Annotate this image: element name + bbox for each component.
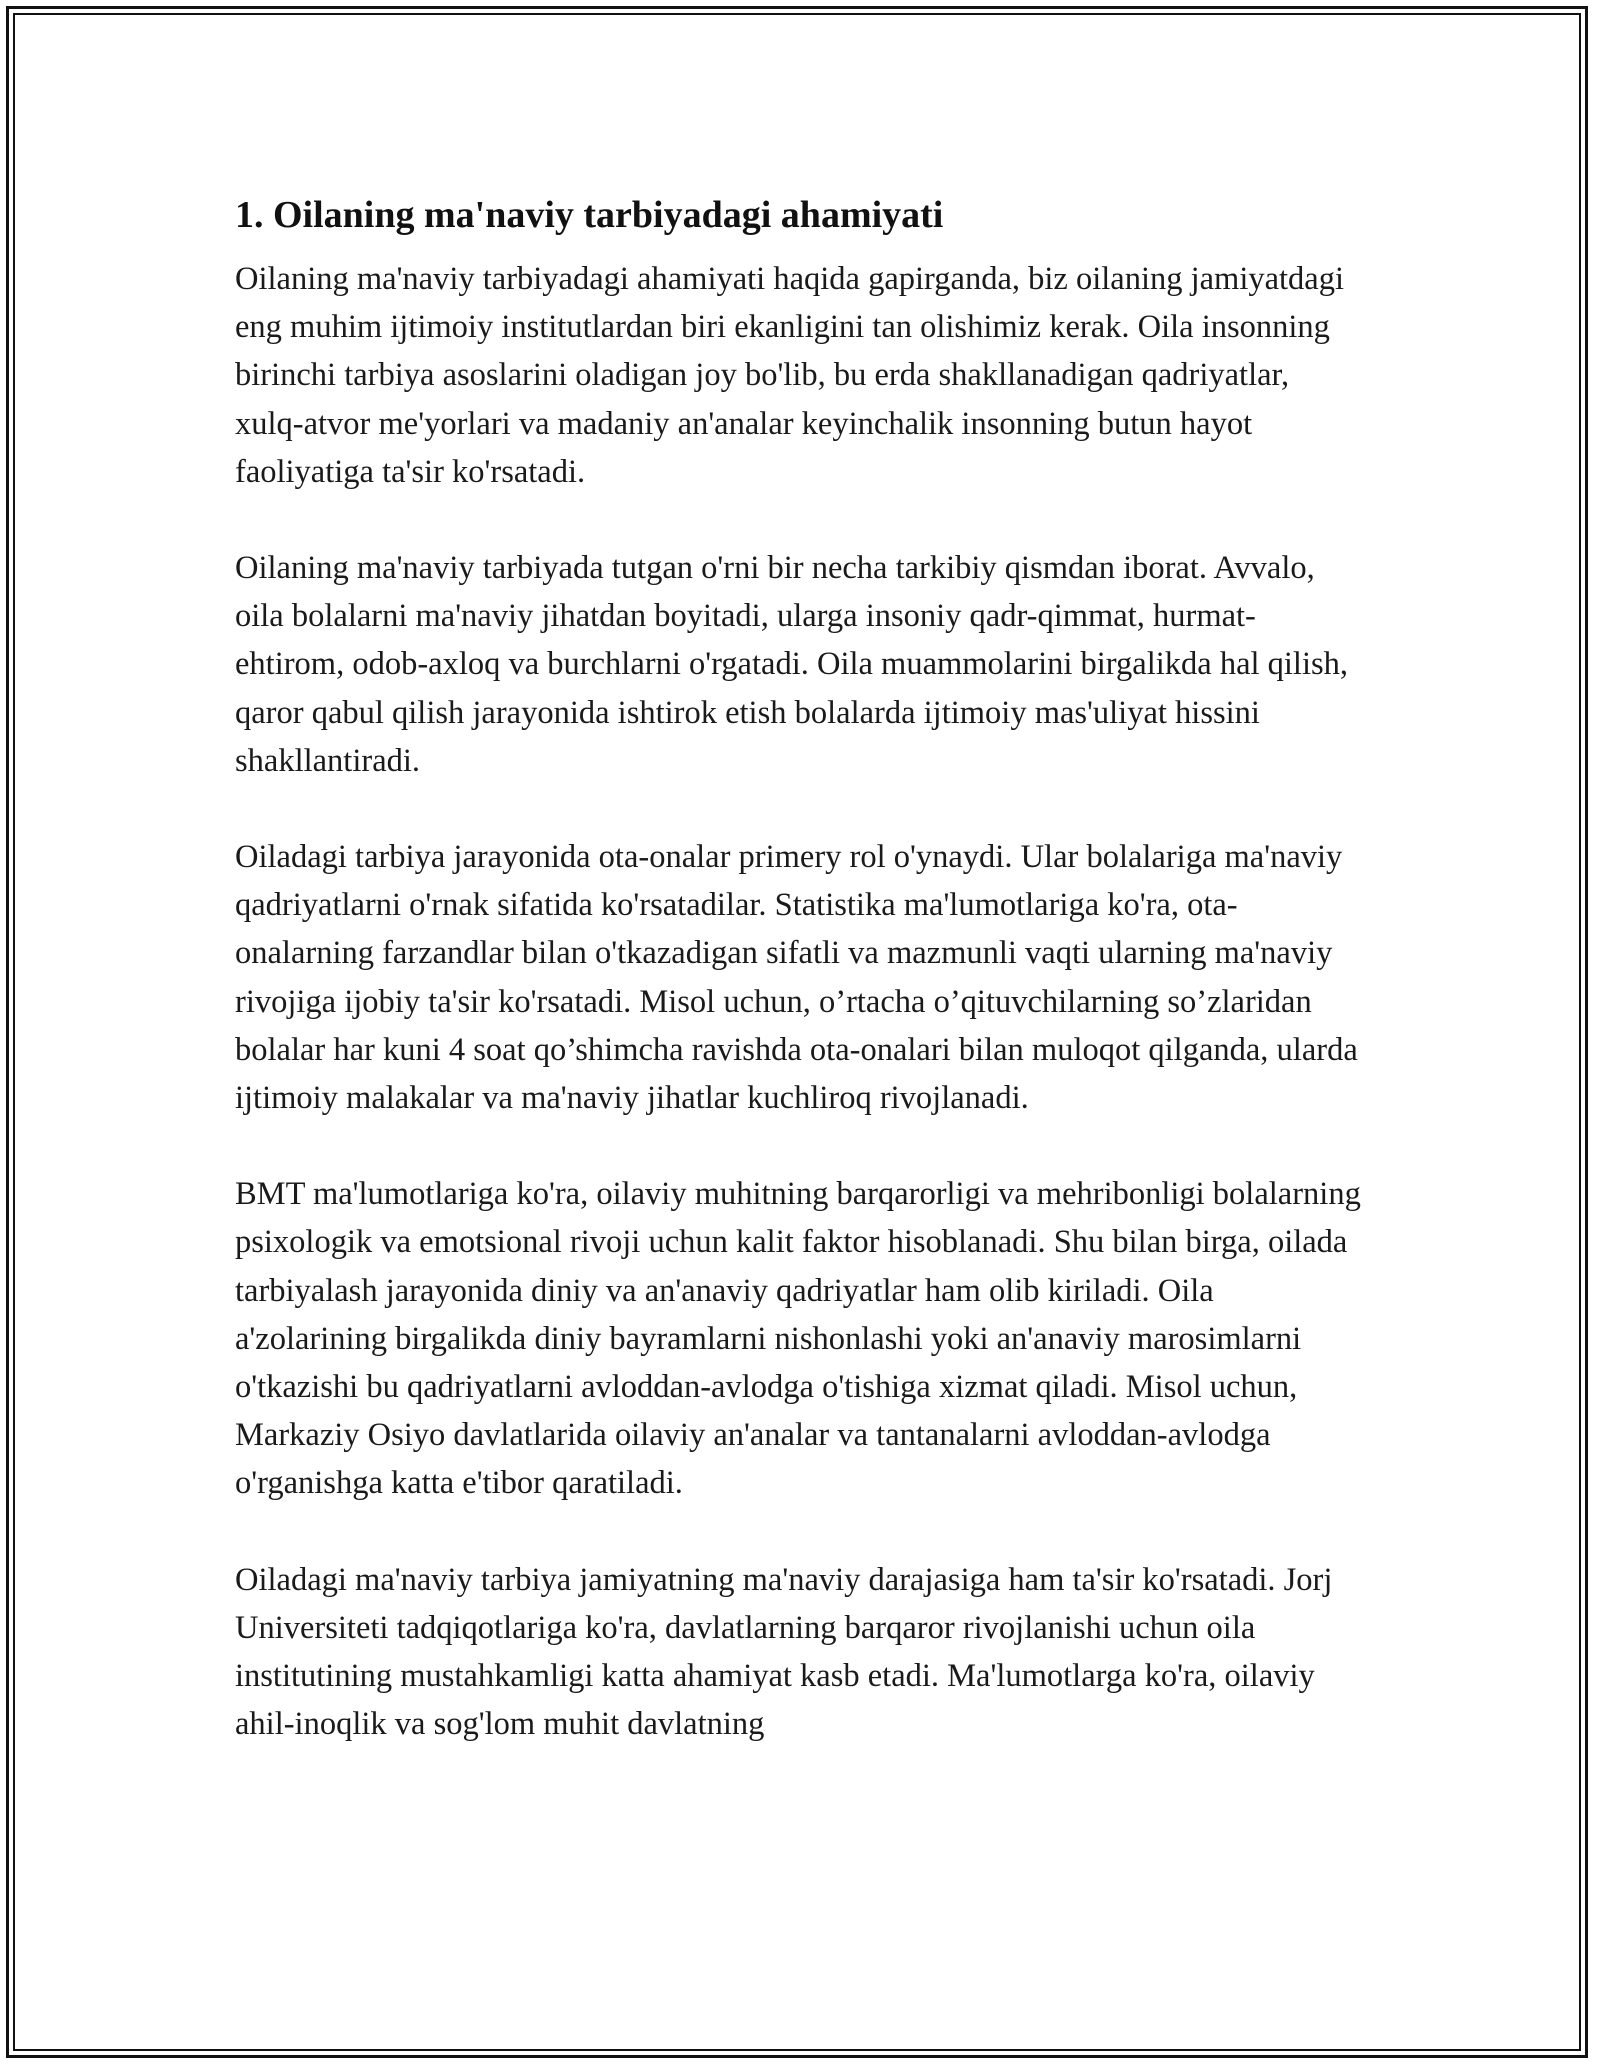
paragraph-1: Oilaning ma'naviy tarbiyadagi ahamiyati haqida gapirganda, biz oilaning jamiyatdagi eng muhim ijtimoiy institutlardan biri ekanligini tan olishimiz kerak. Oila insonning birinchi tarbiya asoslarini oladigan joy bo'lib, bu erda shakllanadigan qadriyatlar, xulq-atvor me'yorlari va madaniy an'analar keyinchalik insonning butun hayot faoliyatiga ta'sir ko'rsatadi. — [235, 261, 1345, 490]
paragraph-4: BMT ma'lumotlariga ko'ra, oilaviy muhitning barqarorligi va mehribonligi bolalarning psixologik va emotsional rivoji uchun kalit faktor hisoblanadi. Shu bilan birga, oilada tarbiyalash jarayonida diniy va an'anaviy qadriyatlar ham olib kiriladi. Oila a'zolarining birgalikda diniy bayramlarni nishonlashi yoki an'anaviy marosimlarni o'tkazishi bu qadriyatlarni avloddan-avlodga o'tishiga xizmat qiladi. Misol uchun, Markaziy Osiyo davlatlarida oilaviy an'analar va tantanalarni avloddan-avlodga o'rganishga katta e'tibor qaratiladi. — [235, 1176, 1361, 1502]
document-body — [235, 185, 1365, 1796]
paragraph-3: Oiladagi tarbiya jarayonida ota-onalar primery rol o'ynaydi. Ular bolalariga ma'naviy qadriyatlarni o'rnak sifatida ko'rsatadilar. Statistika ma'lumotlariga ko'ra, ota-onalarning farzandlar bilan o'tkazadigan sifatli va mazmunli vaqti ularning ma'naviy rivojiga ijobiy ta'sir ko'rsatadi. Misol uchun, o’rtacha o’qituvchilarning so’zlaridan bolalar har kuni 4 soat qo’shimcha ravishda ota-onalari bilan muloqot qilganda, ularda ijtimoiy malakalar va ma'naviy jihatlar kuchliroq rivojlanadi. — [235, 839, 1358, 1117]
section-heading: 1. Oilaning ma'naviy tarbiyadagi ahamiyati — [235, 194, 944, 236]
paragraph-2: Oilaning ma'naviy tarbiyada tutgan o'rni bir necha tarkibiy qismdan iborat. Avvalo, oila bolalarni ma'naviy jihatdan boyitadi, ularga insoniy qadr-qimmat, hurmat-ehtirom, odob-axloq va burchlarni o'rgatadi. Oila muammolarini birgalikda hal qilish, qaror qabul qilish jarayonida ishtirok etish bolalarda ijtimoiy mas'uliyat hissini shakllantiradi. — [235, 550, 1349, 779]
paragraph-5: Oiladagi ma'naviy tarbiya jamiyatning ma'naviy darajasiga ham ta'sir ko'rsatadi. Jorj Universiteti tadqiqotlariga ko'ra, davlatlarning barqaror rivojlanishi uchun oila institutining mustahkamligi katta ahamiyat kasb etadi. Ma'lumotlarga ko'ra, oilaviy ahil-inoqlik va sog'lom muhit davlatning — [235, 1561, 1333, 1743]
